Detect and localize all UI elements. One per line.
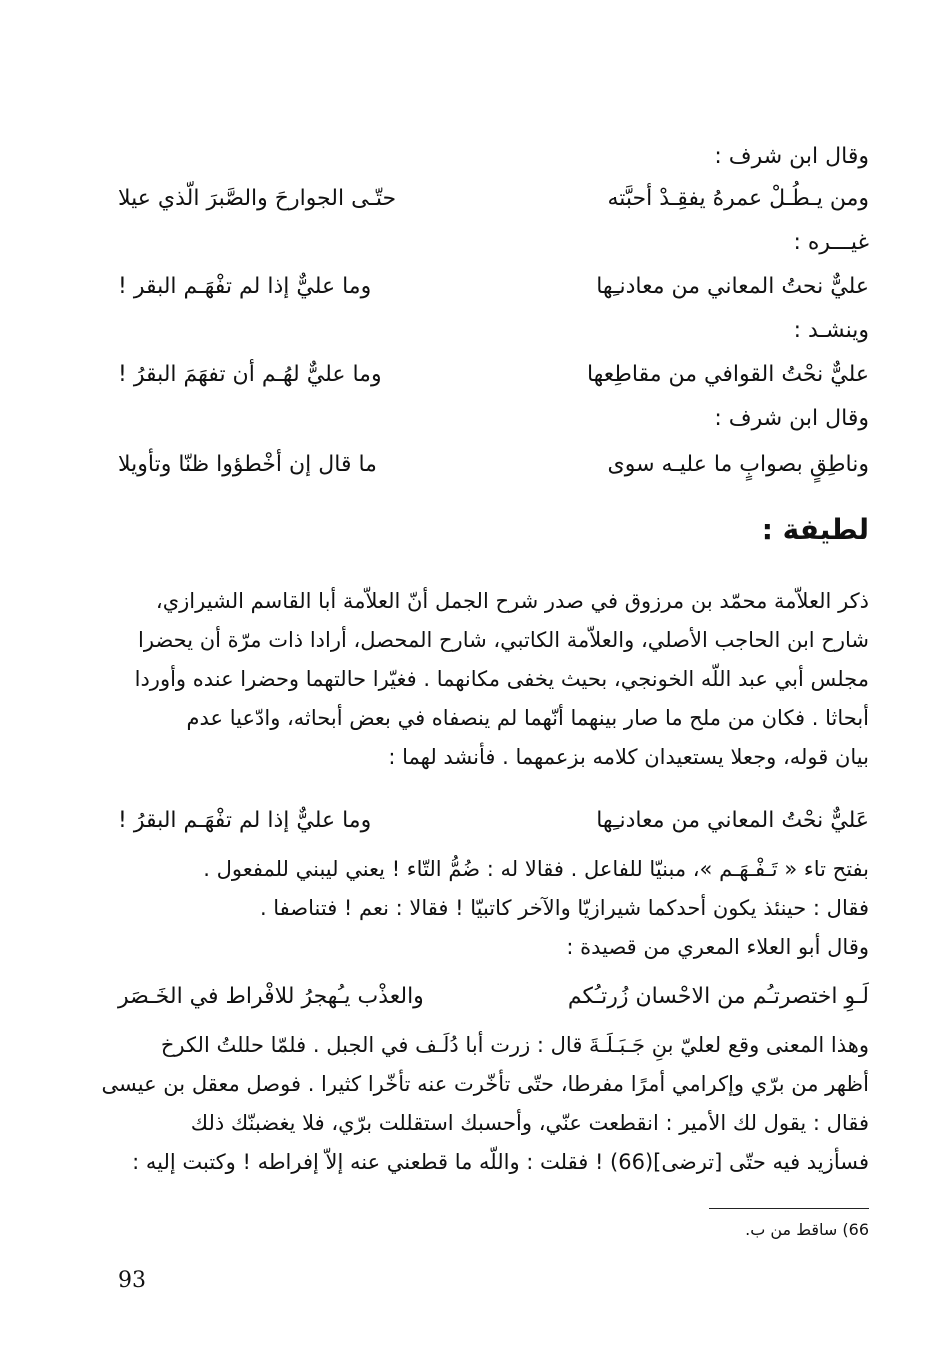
intro-line: وينشـد : bbox=[793, 318, 869, 343]
paragraph-line: فقال : حينئذ يكون أحدكما شيرازيّا والآخر كاتبيّا ! فقالا : نعم ! فتناصفا . bbox=[259, 896, 869, 920]
verse-line bbox=[118, 270, 869, 304]
verse-second-hemistich: وما عليٌّ إذا لم تفْهَـم البقر ! bbox=[118, 274, 372, 299]
intro-line: وقال ابن شرف : bbox=[714, 406, 869, 431]
paragraph-line: أظهر من برّي وإكرامي أمرًا مفرطا، حتّى تأخّرت عنه تأخّرا كثيرا . فوصل معقل بن عيسى bbox=[101, 1072, 869, 1096]
footnote-divider bbox=[709, 1208, 869, 1209]
paragraph-line: وهذا المعنى وقع لعليّ بنِ جَـبَـلَـةَ قال : زرت أبا دُلَـف في الجبل . فلمّا حللتُ الكرخ bbox=[160, 1033, 869, 1057]
verse-line bbox=[118, 358, 869, 392]
verse-line bbox=[118, 182, 869, 216]
verse-second-hemistich: وما عليٌّ لهُـم أن تفهَمَ البقرُ ! bbox=[118, 362, 382, 387]
section-heading: لطيفة : bbox=[761, 513, 869, 546]
verse-line bbox=[118, 804, 869, 838]
verse-line bbox=[118, 980, 869, 1014]
paragraph-line: ذكر العلاّمة محمّد بن مرزوق في صدر شرح الجمل أنّ العلاّمة أبا القاسم الشيرازي، bbox=[155, 589, 869, 613]
verse-first-hemistich: عليٌّ نحْتُ القوافي من مقاطِعها bbox=[586, 362, 869, 387]
paragraph-line: بفتح تاء « تَـفْـهَـم »، مبنيّا للفاعل . فقالا له : ضُمُّ التّاء ! يعني ليبني للمفعول . bbox=[203, 857, 869, 881]
footnote: 66) ساقط من ب. bbox=[745, 1220, 869, 1239]
verse-first-hemistich: ومن يـطُـلْ عمرهُ يفقِـدْ أحبَّته bbox=[607, 186, 869, 211]
verse-second-hemistich: ما قال إن أخْطؤوا ظنّا وتأويلا bbox=[118, 452, 377, 477]
verse-line bbox=[118, 448, 869, 482]
paragraph bbox=[118, 850, 869, 967]
paragraph-line: بيان قوله، وجعلا يستعيدان كلامه بزعمهما . فأنشد لهما : bbox=[388, 745, 869, 769]
verse-first-hemistich: لَـوِ اختصرتـُم من الاحْسان زُرتـُكم bbox=[567, 984, 869, 1009]
paragraph-line: فسأزيد فيه حتّى [ترضى](66) ! فقلت : واللّه ما قطعني عنه إلاّ إفراطه ! وكتبت إليه : bbox=[132, 1150, 869, 1174]
verse-first-hemistich: عَليٌّ نحْتُ المعاني من معادنـِها bbox=[596, 808, 869, 833]
verse-first-hemistich: وناطِقٍ بصوابٍ ما عليـه سوى bbox=[607, 452, 869, 477]
paragraph-line: أبحاثا . فكان من ملح ما صار بينهما أنّهما لم ينصفاه في بعض أبحاثه، وادّعيا عدم bbox=[186, 706, 869, 730]
paragraph-line: وقال أبو العلاء المعري من قصيدة : bbox=[566, 935, 869, 959]
paragraph bbox=[118, 582, 869, 777]
paragraph-line: مجلس أبي عبد اللّه الخونجي، بحيث يخفى مكانهما . فغيّرا حالتهما وحضرا عنده وأوردا bbox=[134, 667, 869, 691]
paragraph-line: فقال : يقول لك الأمير : انقطعت عنّي، وأحسبك استقللت برّي، فلا يغضبنّك ذلك bbox=[190, 1111, 869, 1135]
intro-line: وقال ابن شرف : bbox=[714, 144, 869, 169]
page-number: 93 bbox=[118, 1268, 146, 1293]
verse-second-hemistich: والعذْب يـُهجرُ للافْراط في الخَـصَر bbox=[118, 984, 424, 1009]
paragraph bbox=[101, 1026, 869, 1182]
intro-line: غيـــره : bbox=[793, 230, 869, 255]
verse-second-hemistich: حتّـى الجوارحَ والصَّبرَ الّذي عيلا bbox=[118, 186, 397, 211]
paragraph-line: شارح ابن الحاجب الأصلي، والعلاّمة الكاتبي، شارح المحصل، أرادا ذات مرّة أن يحضرا bbox=[138, 628, 869, 652]
verse-first-hemistich: عليٌّ نحتُ المعاني من معادنـِها bbox=[596, 274, 869, 299]
verse-second-hemistich: وما عليٌّ إذا لم تفْهَـم البقرُ ! bbox=[118, 808, 372, 833]
